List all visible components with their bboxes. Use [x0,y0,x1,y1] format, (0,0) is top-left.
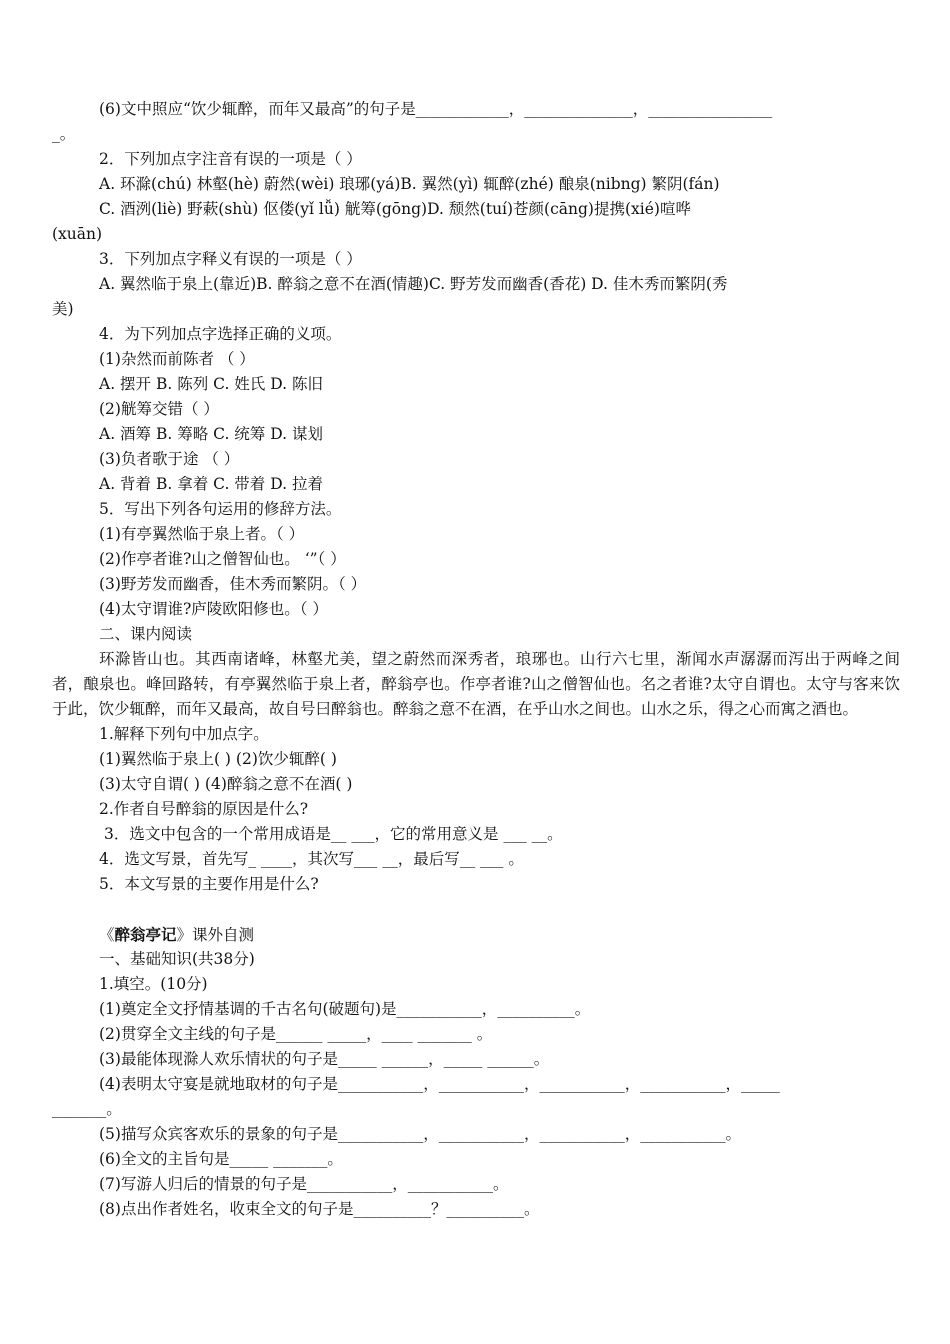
text-line: (2)觥筹交错（ ） [99,400,219,418]
text-line: A. 背着 B. 拿着 C. 带着 D. 拉着 [99,475,323,493]
text-line: 2．下列加点字注音有误的一项是（ ） [99,150,362,168]
text-line: 一、基础知识(共38分) [99,950,255,968]
text-line: (8)点出作者姓名，收束全文的句子是__________？__________。 [99,1200,540,1218]
section-title-bold: 醉翁亭记 [114,925,177,944]
section-title-part: 《 [99,926,115,944]
text-line: 二、课内阅读 [99,625,193,643]
text-line: (3)最能体现滁人欢乐情状的句子是_____ ______，_____ ______。 [99,1050,550,1068]
text-line: (3)太守自谓( ) (4)醉翁之意不在酒( ) [99,775,353,793]
text-line: 3．选文中包含的一个常用成语是__ ___，它的常用意义是 ___ __。 [104,825,563,843]
text-line: (1)杂然而前陈者 （ ） [99,350,255,368]
reading-passage: 环滁皆山也。其西南诸峰，林壑尤美，望之蔚然而深秀者，琅琊也。山行六七里，渐闻水声潺潺而泻出于两峰之间者，酿泉也。峰回路转，有亭翼然临于泉上者，醉翁亭也。作亭者谁?山之僧智仙也。名之者谁?太守自谓也。太守与客来饮于此，饮少辄醉，而年又最高，故自号曰醉翁也。醉翁之意不在酒，在乎山水之间也。山水之乐，得之心而寓之酒也。 [52,650,900,718]
text-line: (xuān) [52,225,103,243]
text-line: A. 酒筹 B. 筹略 C. 统筹 D. 谋划 [99,425,323,443]
text-line: 3．下列加点字释义有误的一项是（ ） [99,250,362,268]
text-line: 2.作者自号醉翁的原因是什么? [99,800,309,818]
section-title-part: 》课外自测 [176,926,255,944]
text-line: (1)奠定全文抒情基调的千古名句(破题句)是___________，__________。 [99,1000,591,1018]
text-line: _______。 [52,1100,122,1118]
text-line: (1)有亭翼然临于泉上者。（ ） [99,525,305,543]
text-line: (4)表明太守宴是就地取材的句子是___________，___________，___________，___________，_____ [99,1075,780,1093]
text-line: (1)翼然临于泉上( ) (2)饮少辄醉( ) [99,750,337,768]
text-line: 4．选文写景，首先写_ ____，其次写___ __，最后写__ ___ 。 [99,850,524,868]
text-line: (5)描写众宾客欢乐的景象的句子是___________，___________，___________，___________。 [99,1125,741,1143]
blank-line [52,897,900,922]
text-line: 4．为下列加点字选择正确的义项。 [99,325,342,343]
text-line: (6)全文的主旨句是_____ _______。 [99,1150,343,1168]
text-line: (2)作亭者谁?山之僧智仙也。 ‘”（ ） [99,550,346,568]
text-line: (4)太守谓谁?庐陵欧阳修也。（ ） [99,600,328,618]
text-line: A. 翼然临于泉上(靠近)B. 醉翁之意不在酒(情趣)C. 野芳发而幽香(香花) D. 佳木秀而繁阴(秀 [99,275,728,293]
text-line: A. 摆开 B. 陈列 C. 姓氏 D. 陈旧 [99,375,323,393]
text-line: C. 酒洌(liè) 野蔌(shù) 伛偻(yǐ lǚ) 觥筹(gōng)D. 颓然(tuí)苍颜(cāng)提携(xié)喧哗 [99,200,691,218]
text-line: (6)文中照应“饮少辄醉，而年又最高”的句子是____________，______________，________________ [99,100,773,118]
text-line: (3)负者歌于途 （ ） [99,450,240,468]
document-body [52,97,900,1222]
section-title [52,922,900,947]
text-line: 5．本文写景的主要作用是什么? [99,875,319,893]
text-line: A. 环滁(chú) 林壑(hè) 蔚然(wèi) 琅琊(yá)B. 翼然(yì) 辄醉(zhé) 酿泉(nibng) 繁阴(fán) [99,175,720,193]
text-line: (7)写游人归后的情景的句子是___________，___________。 [99,1175,509,1193]
text-line: 1.填空。(10分) [99,975,208,993]
text-line: 1.解释下列句中加点字。 [99,725,269,743]
text-line: _。 [52,125,76,143]
text-line: 5．写出下列各句运用的修辞方法。 [99,500,342,518]
text-line: (2)贯穿全文主线的句子是______ _____，____ _______ 。 [99,1025,493,1043]
text-line: 美) [52,300,74,318]
text-line: (3)野芳发而幽香，佳木秀而繁阴。（ ） [99,575,367,593]
